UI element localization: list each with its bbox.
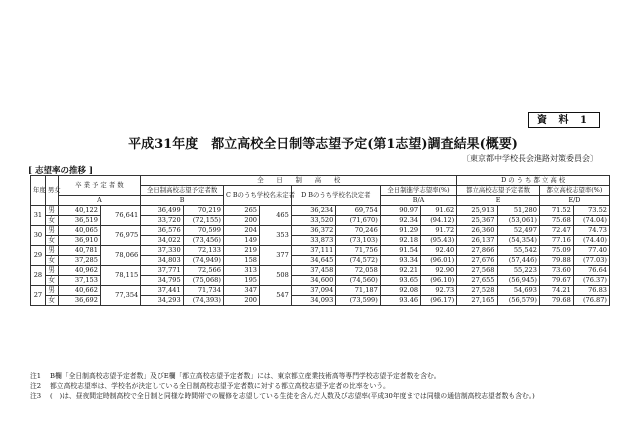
value-cell: 27,568 — [457, 266, 497, 276]
total-sub-cell: (73,103) — [336, 236, 381, 246]
value-cell: 27,866 — [457, 246, 497, 256]
total-sub-cell: (56,579) — [497, 296, 539, 306]
total-cell: 73.52 — [573, 206, 609, 216]
total-cell: 91.72 — [421, 226, 457, 236]
header-e: E — [457, 196, 540, 206]
page-title: 平成31年度 都立高校全日制等志望予定(第1志望)調査結果(概要) — [128, 137, 518, 152]
total-sub-cell: (74.04) — [573, 216, 609, 226]
total-cell: 72,133 — [183, 246, 223, 256]
total-sub-cell: (77.03) — [573, 256, 609, 266]
sex-cell: 男 — [45, 246, 58, 256]
value-cell: 74.21 — [539, 286, 573, 296]
value-cell: 34,293 — [141, 296, 183, 306]
value-cell: 91.54 — [380, 246, 420, 256]
total-sub-cell: (57,446) — [497, 256, 539, 266]
total-cell: 508 — [259, 266, 291, 286]
value-cell: 36,372 — [291, 226, 336, 236]
value-cell: 37,285 — [58, 256, 100, 266]
header-b: B — [141, 196, 224, 206]
total-sub-cell: (73,456) — [183, 236, 223, 246]
value-cell: 40,962 — [58, 266, 100, 276]
value-cell: 72.47 — [539, 226, 573, 236]
value-cell: 92.34 — [380, 216, 420, 226]
value-cell: 37,111 — [291, 246, 336, 256]
value-cell: 79.67 — [539, 276, 573, 286]
total-cell: 70,599 — [183, 226, 223, 236]
value-cell: 36,234 — [291, 206, 336, 216]
value-cell: 93.65 — [380, 276, 420, 286]
value-cell: 27,655 — [457, 276, 497, 286]
value-cell: 33,873 — [291, 236, 336, 246]
value-cell: 91.29 — [380, 226, 420, 236]
value-cell: 27,528 — [457, 286, 497, 296]
total-cell: 76.64 — [573, 266, 609, 276]
total-cell: 78,115 — [100, 266, 140, 286]
value-cell: 26,137 — [457, 236, 497, 246]
header-toritsu-count: 都立高校志望予定者数 — [457, 186, 540, 196]
table-row — [31, 266, 610, 276]
total-sub-cell: (74,560) — [336, 276, 381, 286]
header-rate-all: 全日制進学志望率(%) — [380, 186, 456, 196]
value-cell: 93.46 — [380, 296, 420, 306]
total-cell: 74.73 — [573, 226, 609, 236]
total-cell: 52,497 — [497, 226, 539, 236]
total-sub-cell: (96.17) — [421, 296, 457, 306]
year-cell: 27 — [31, 286, 46, 306]
header-a: A — [58, 196, 141, 206]
value-cell: 90.97 — [380, 206, 420, 216]
total-sub-cell: (74,572) — [336, 256, 381, 266]
value-cell: 79.68 — [539, 296, 573, 306]
value-cell: 92.18 — [380, 236, 420, 246]
note-2 — [30, 381, 620, 391]
table-row — [31, 286, 610, 296]
value-cell: 34,795 — [141, 276, 183, 286]
total-sub-cell: (96.10) — [421, 276, 457, 286]
value-cell: 34,803 — [141, 256, 183, 266]
value-cell: 36,499 — [141, 206, 183, 216]
note-key: 注2 — [30, 382, 42, 390]
total-cell: 77.40 — [573, 246, 609, 256]
value-cell: 37,458 — [291, 266, 336, 276]
total-cell: 72,058 — [336, 266, 381, 276]
total-sub-cell: (53,061) — [497, 216, 539, 226]
value-cell: 200 — [223, 296, 259, 306]
total-sub-cell: (74,393) — [183, 296, 223, 306]
value-cell: 27,165 — [457, 296, 497, 306]
total-sub-cell: (94.12) — [421, 216, 457, 226]
section-label: [ 志望率の推移 ] — [28, 166, 93, 176]
value-cell: 200 — [223, 216, 259, 226]
value-cell: 26,360 — [457, 226, 497, 236]
notes — [30, 371, 620, 401]
value-cell: 92.08 — [380, 286, 420, 296]
total-cell: 55,542 — [497, 246, 539, 256]
value-cell: 37,094 — [291, 286, 336, 296]
value-cell: 36,576 — [141, 226, 183, 236]
total-cell: 51,280 — [497, 206, 539, 216]
total-sub-cell: (74,949) — [183, 256, 223, 266]
sex-cell: 男 — [45, 226, 58, 236]
total-cell: 70,246 — [336, 226, 381, 236]
value-cell: 77.16 — [539, 236, 573, 246]
value-cell: 158 — [223, 256, 259, 266]
value-cell: 25,913 — [457, 206, 497, 216]
note-3 — [30, 391, 620, 401]
value-cell: 71.52 — [539, 206, 573, 216]
total-cell: 92.73 — [421, 286, 457, 296]
header-yotei: 卒 業 予 定 者 数 — [58, 176, 141, 196]
value-cell: 37,771 — [141, 266, 183, 276]
sex-cell: 男 — [45, 286, 58, 296]
value-cell: 149 — [223, 236, 259, 246]
note-text: 都立高校志望率は、学校名が決定している全日制高校志望予定者数に対する都立高校志望予定者の比率をいう。 — [50, 382, 390, 390]
note-text: B欄「全日制高校志望予定者数」及びE欄「都立高校志望予定者数」には、東京都立産業技術高等専門学校志望予定者数を含む。 — [50, 372, 441, 380]
header-toritsu-rate: 都立高校志望率(%) — [539, 186, 609, 196]
value-cell: 40,662 — [58, 286, 100, 296]
value-cell: 25,367 — [457, 216, 497, 226]
value-cell: 92.21 — [380, 266, 420, 276]
value-cell: 36,692 — [58, 296, 100, 306]
total-cell: 71,756 — [336, 246, 381, 256]
total-sub-cell: (72,155) — [183, 216, 223, 226]
header-c-label: C Bのうち学校名未定者 — [223, 186, 291, 206]
document-badge: 資 料 1 — [528, 112, 600, 128]
total-sub-cell: (76.87) — [573, 296, 609, 306]
value-cell: 34,600 — [291, 276, 336, 286]
total-sub-cell: (95.43) — [421, 236, 457, 246]
total-cell: 76,641 — [100, 206, 140, 226]
value-cell: 37,153 — [58, 276, 100, 286]
value-cell: 73.60 — [539, 266, 573, 276]
value-cell: 75.09 — [539, 246, 573, 256]
total-cell: 72,566 — [183, 266, 223, 276]
total-cell: 69,754 — [336, 206, 381, 216]
value-cell: 27,676 — [457, 256, 497, 266]
total-sub-cell: (76.37) — [573, 276, 609, 286]
value-cell: 36,519 — [58, 216, 100, 226]
note-text: ( )は、昼夜間定時制高校で全日制と同様な時間帯での履修を志望している生徒を含んだ人数及び志望率(平成30年度までは同様の通信制高校志望者数も含む。) — [50, 392, 535, 400]
year-cell: 30 — [31, 226, 46, 246]
value-cell: 37,441 — [141, 286, 183, 296]
note-key: 注3 — [30, 392, 42, 400]
sex-cell: 男 — [45, 266, 58, 276]
total-cell: 78,066 — [100, 246, 140, 266]
table-row — [31, 206, 610, 216]
header-zennichi: 全 日 制 高 校 — [141, 176, 457, 186]
total-cell: 377 — [259, 246, 291, 266]
total-cell: 92.40 — [421, 246, 457, 256]
value-cell: 93.34 — [380, 256, 420, 266]
note-key: 注1 — [30, 372, 42, 380]
header-ba: B/A — [380, 196, 456, 206]
total-sub-cell: (74.40) — [573, 236, 609, 246]
value-cell: 33,520 — [291, 216, 336, 226]
total-sub-cell: (56,945) — [497, 276, 539, 286]
value-cell: 265 — [223, 206, 259, 216]
organization-label: 〔東京都中学校長会進路対策委員会〕 — [462, 154, 598, 163]
header-nendo: 年度 — [31, 176, 46, 206]
value-cell: 204 — [223, 226, 259, 236]
header-zennichi-sub: 全日制高校志望予定者数 — [141, 186, 224, 196]
value-cell: 34,022 — [141, 236, 183, 246]
value-cell: 219 — [223, 246, 259, 256]
total-cell: 91.62 — [421, 206, 457, 216]
header-danjo: 男女 — [45, 176, 58, 206]
value-cell: 75.68 — [539, 216, 573, 226]
total-cell: 353 — [259, 226, 291, 246]
sex-cell: 女 — [45, 236, 58, 246]
total-cell: 92.90 — [421, 266, 457, 276]
total-sub-cell: (54,354) — [497, 236, 539, 246]
sex-cell: 女 — [45, 276, 58, 286]
value-cell: 347 — [223, 286, 259, 296]
value-cell: 40,781 — [58, 246, 100, 256]
total-cell: 547 — [259, 286, 291, 306]
header-d-label: D Bのうち学校名決定者 — [291, 186, 380, 206]
total-cell: 54,693 — [497, 286, 539, 296]
total-cell: 71,734 — [183, 286, 223, 296]
note-1 — [30, 371, 620, 381]
total-cell: 76,975 — [100, 226, 140, 246]
sex-cell: 女 — [45, 296, 58, 306]
total-sub-cell: (71,670) — [336, 216, 381, 226]
value-cell: 37,330 — [141, 246, 183, 256]
total-cell: 55,223 — [497, 266, 539, 276]
value-cell: 40,122 — [58, 206, 100, 216]
year-cell: 29 — [31, 246, 46, 266]
total-sub-cell: (75,068) — [183, 276, 223, 286]
year-cell: 28 — [31, 266, 46, 286]
total-cell: 465 — [259, 206, 291, 226]
sex-cell: 男 — [45, 206, 58, 216]
table-row — [31, 226, 610, 236]
value-cell: 313 — [223, 266, 259, 276]
header-ed: E/D — [539, 196, 609, 206]
value-cell: 79.88 — [539, 256, 573, 266]
total-sub-cell: (96.01) — [421, 256, 457, 266]
total-sub-cell: (73,599) — [336, 296, 381, 306]
header-d-group: D の う ち 都 立 高 校 — [457, 176, 610, 186]
value-cell: 40,065 — [58, 226, 100, 236]
sex-cell: 女 — [45, 216, 58, 226]
value-cell: 36,910 — [58, 236, 100, 246]
value-cell: 34,093 — [291, 296, 336, 306]
survey-table — [30, 175, 610, 306]
value-cell: 33,720 — [141, 216, 183, 226]
total-cell: 71,187 — [336, 286, 381, 296]
value-cell: 34,645 — [291, 256, 336, 266]
year-cell: 31 — [31, 206, 46, 226]
total-cell: 76.83 — [573, 286, 609, 296]
table-row — [31, 246, 610, 256]
total-cell: 70,219 — [183, 206, 223, 216]
sex-cell: 女 — [45, 256, 58, 266]
value-cell: 195 — [223, 276, 259, 286]
total-cell: 77,354 — [100, 286, 140, 306]
